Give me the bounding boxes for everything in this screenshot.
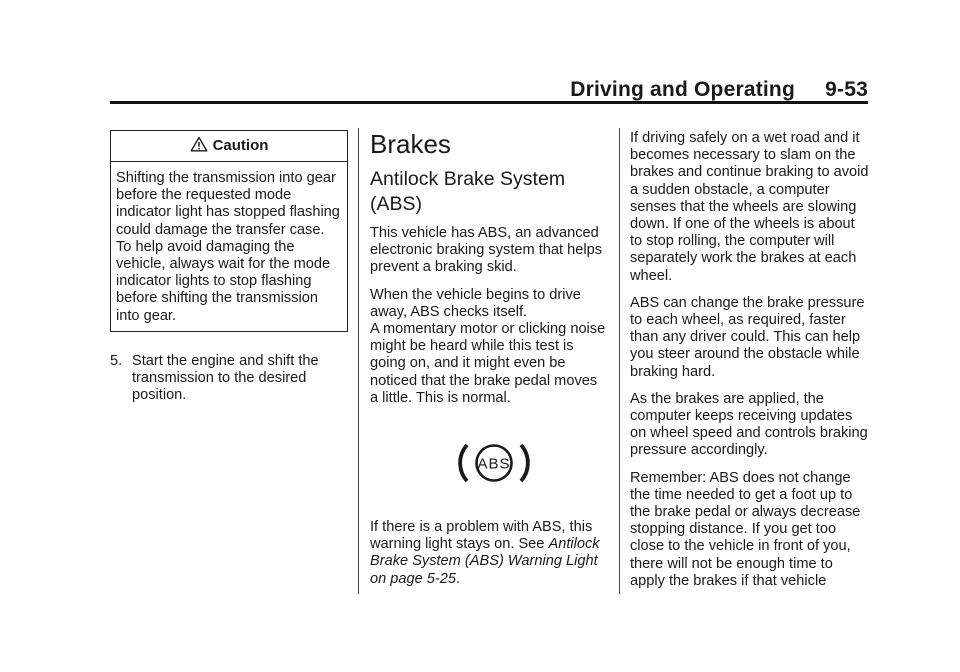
paragraph	[370, 519, 608, 588]
abs-warning-icon	[458, 437, 530, 489]
caution-body	[111, 162, 347, 331]
page-title: Driving and Operating 9-53	[570, 78, 868, 101]
abs-problem-text: If there is a problem with ABS, this warning light stays on. See	[370, 519, 593, 553]
subsection-heading: Antilock Brake System (ABS)	[370, 168, 566, 215]
column-1	[110, 130, 348, 404]
paragraph: This vehicle has ABS, an advanced electronic braking system that helps prevent a braking skid.	[370, 225, 602, 276]
section-heading: Brakes	[370, 129, 451, 159]
caution-header	[111, 131, 347, 162]
header-rule	[110, 101, 868, 104]
column-2	[370, 130, 608, 598]
caution-box	[110, 130, 348, 332]
paragraph: As the brakes are applied, the computer keeps receiving updates on wheel speed and controls braking pressure accordingly.	[630, 390, 868, 459]
column-divider	[358, 128, 359, 594]
abs-problem-end: .	[456, 570, 461, 587]
paragraph: If driving safely on a wet road and it becomes necessary to slam on the brakes and continue braking to avoid a sudden obstacle, a computer senses that the wheels are slowing down. If one of the wheels is about to stop rolling, the computer will separately work the brakes at each wheel.	[630, 130, 869, 284]
page-header	[0, 0, 960, 110]
caution-text: Shifting the transmission into gear before the requested mode indicator light has stopped flashing could damage the transfer case. To help avoid damaging the vehicle, always wait for the mode indicator lights to stop flashing before shifting the transmission into gear.	[116, 170, 340, 324]
paragraph: Remember: ABS does not change the time needed to get a foot up to the brake pedal or always decrease stopping distance. If you get too close to the vehicle in front of you, there will not be enough time to apply the brakes if that vehicle	[630, 469, 861, 589]
paragraph: A momentary motor or clicking noise might be heard while this test is going on, and it might even be noticed that the brake pedal moves a little. This is normal.	[370, 321, 606, 406]
column-divider	[619, 128, 620, 594]
paragraph: ABS can change the brake pressure to each wheel, as required, faster than any driver could. This can help you steer around the obstacle while braking hard.	[630, 294, 865, 380]
paragraph: When the vehicle begins to drive away, ABS checks itself.	[370, 286, 581, 320]
step-text: Start the engine and shift the transmission to the desired position.	[132, 352, 319, 404]
column-3	[630, 130, 870, 600]
list-item	[110, 353, 348, 405]
abs-icon-label: ABS	[477, 455, 511, 473]
caution-title: Caution	[212, 137, 269, 155]
abs-warning-symbol	[370, 437, 608, 489]
step-number: 5.	[110, 352, 123, 369]
cross-reference-link[interactable]: Antilock Brake System (ABS) Warning Light on page 5-25	[370, 536, 600, 587]
caution-triangle-icon	[190, 136, 208, 156]
